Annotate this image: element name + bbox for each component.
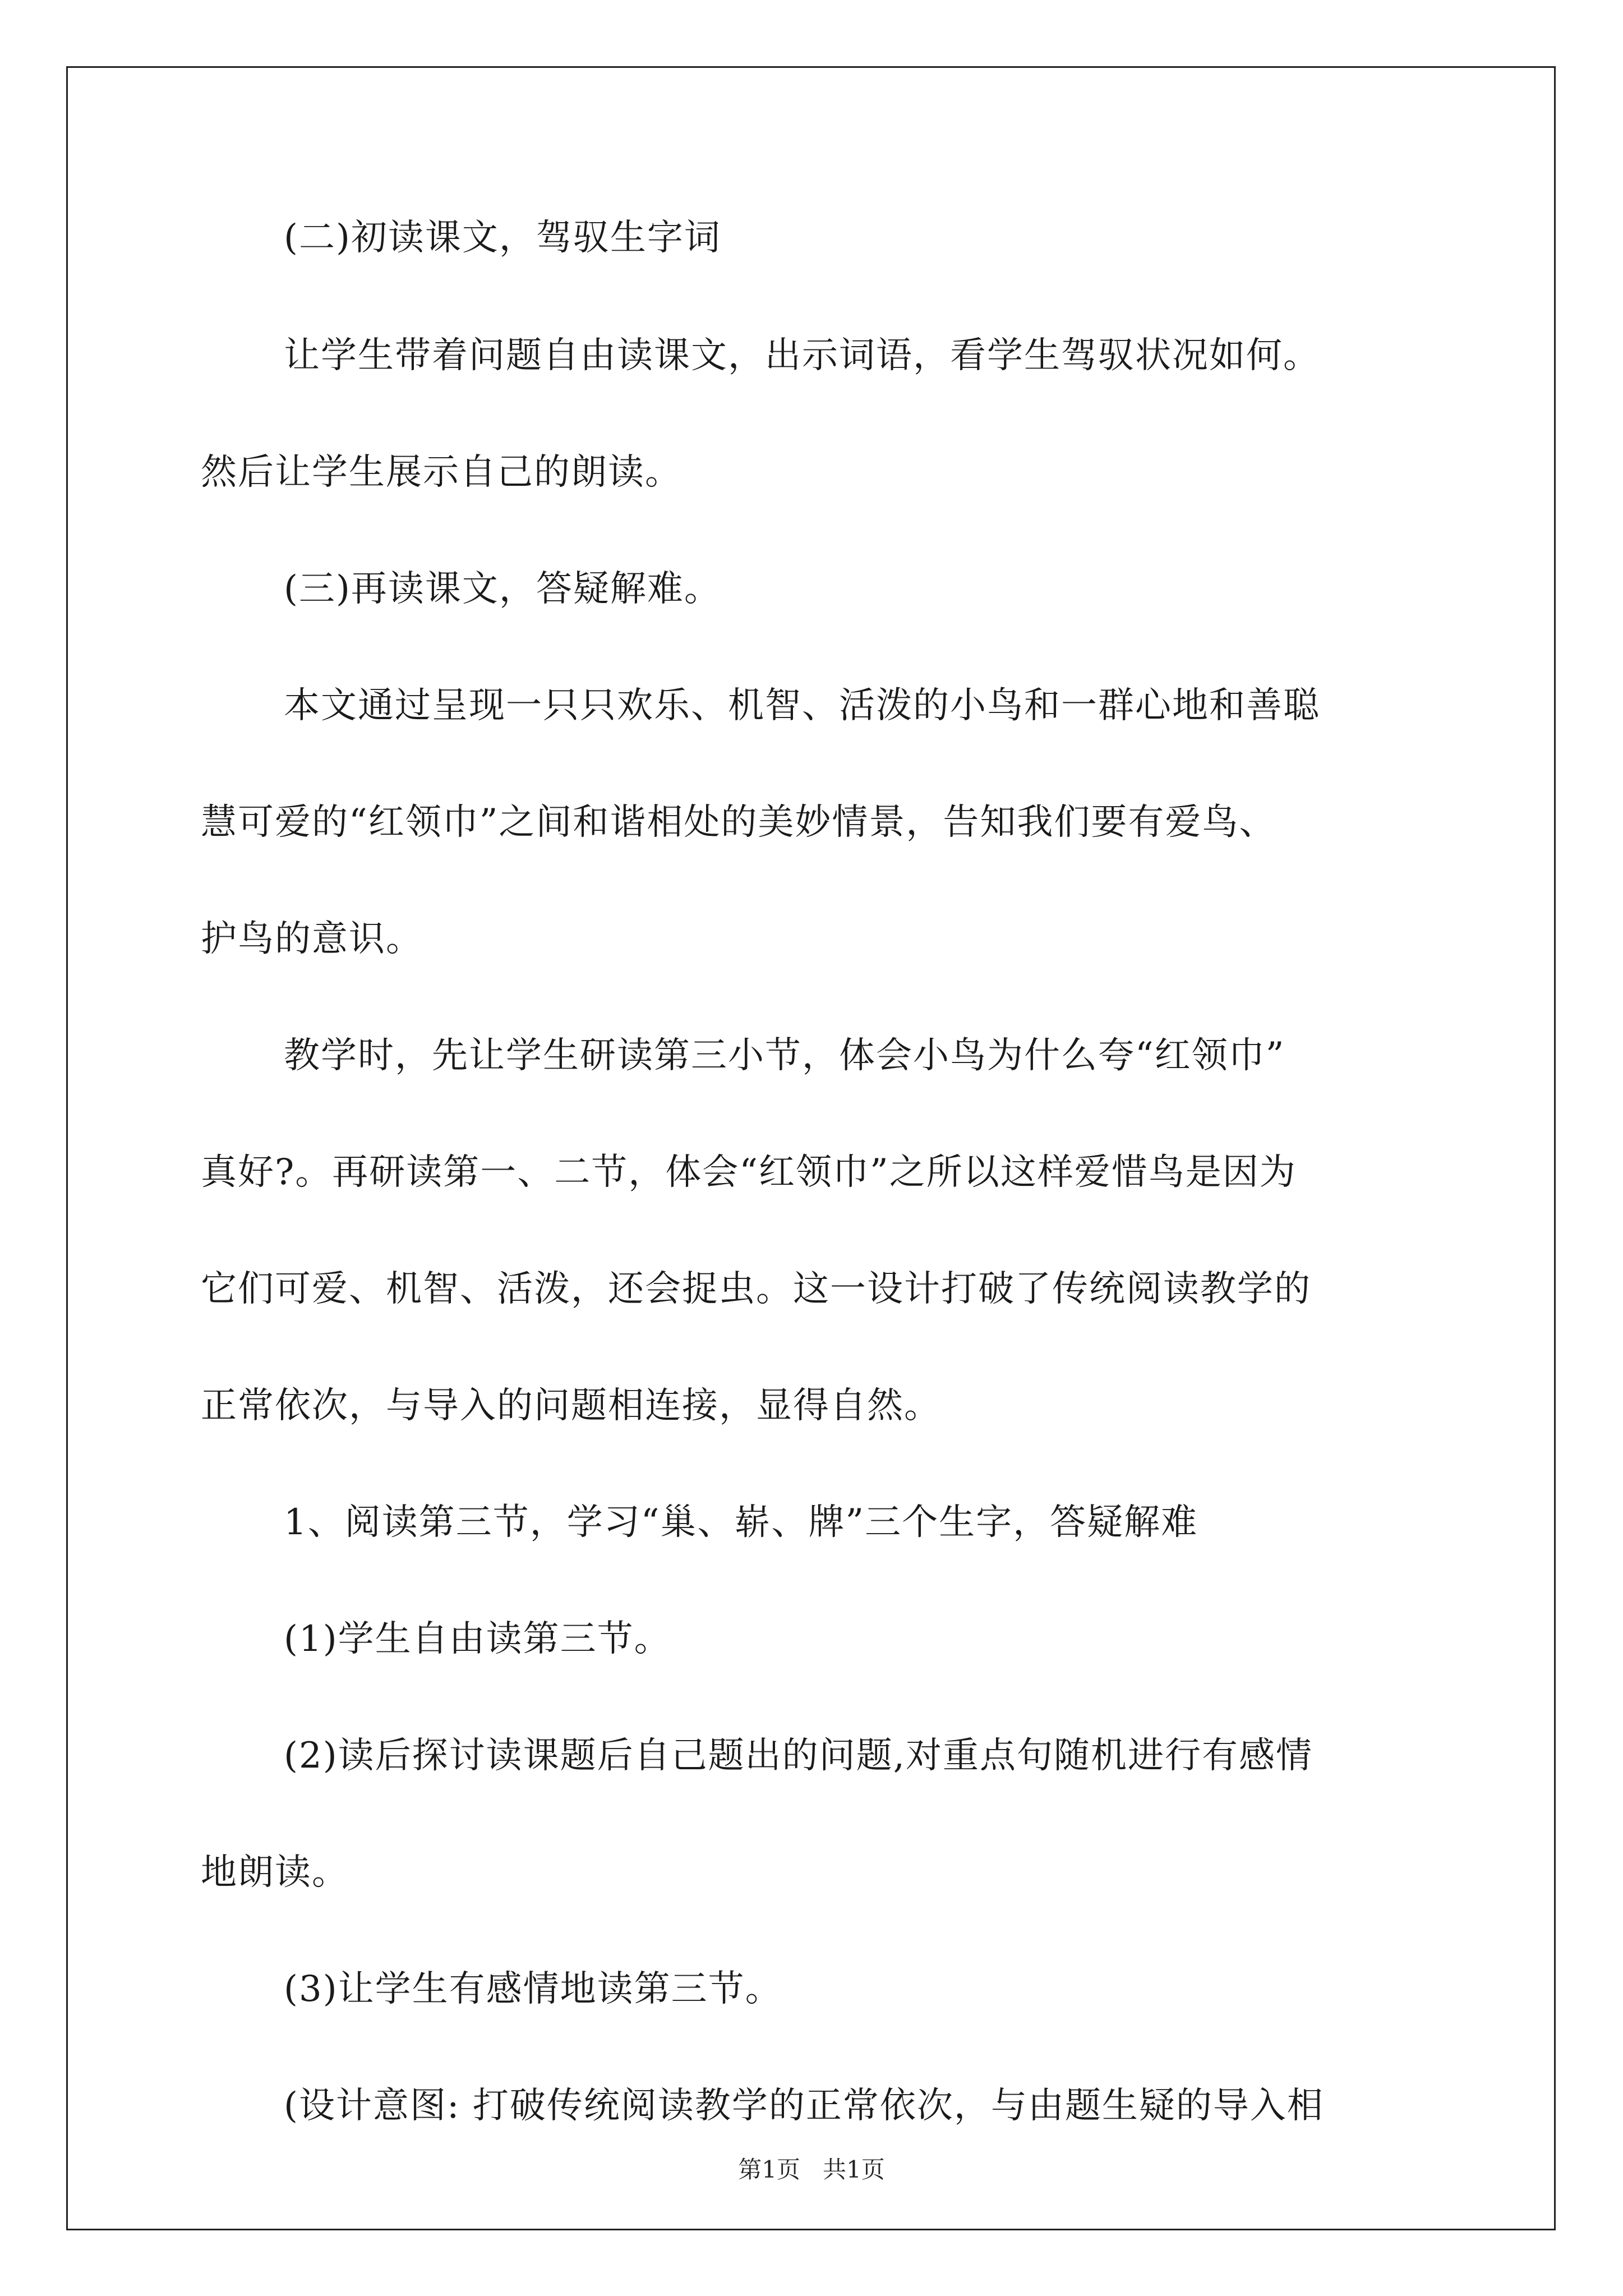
paragraph-line: 本文通过呈现一只只欢乐、机智、活泼的小鸟和一群心地和善聪 (284, 685, 1320, 726)
list-item: (2)读后探讨读课题后自己题出的问题,对重点句随机进行有感情 (284, 1735, 1313, 1777)
list-item: (3)让学生有感情地读第三节。 (284, 1968, 782, 2010)
section-heading: (三)再读课文，答疑解难。 (284, 568, 721, 610)
paragraph-line: 它们可爱、机智、活泼，还会捉虫。这一设计打破了传统阅读教学的 (201, 1268, 1311, 1310)
list-item: 1、阅读第三节，学习“巢、崭、牌”三个生字，答疑解难 (284, 1502, 1198, 1543)
page-border (66, 66, 1556, 2230)
page-footer: 第1页 共1页 (738, 2156, 885, 2183)
list-item: (1)学生自由读第三节。 (284, 1618, 671, 1660)
paragraph-line: 正常依次，与导入的问题相连接，显得自然。 (201, 1385, 941, 1427)
paragraph-line: 真好?。再研读第一、二节，体会“红领巾”之所以这样爱惜鸟是因为 (201, 1152, 1297, 1193)
paragraph-line: 让学生带着问题自由读课文，出示词语，看学生驾驭状况如何。 (284, 335, 1320, 376)
paragraph-line: (设计意图: 打破传统阅读教学的正常依次，与由题生疑的导入相 (284, 2085, 1324, 2127)
section-heading: (二)初读课文，驾驭生字词 (284, 217, 721, 259)
paragraph-line: 慧可爱的“红领巾”之间和谐相处的美妙情景，告知我们要有爱鸟、 (201, 802, 1276, 843)
paragraph-line: 然后让学生展示自己的朗读。 (201, 452, 682, 493)
paragraph-line: 护鸟的意识。 (201, 918, 423, 960)
paragraph-line: 教学时，先让学生研读第三小节，体会小鸟为什么夸“红领巾” (284, 1035, 1285, 1076)
paragraph-line: 地朗读。 (201, 1852, 349, 1893)
